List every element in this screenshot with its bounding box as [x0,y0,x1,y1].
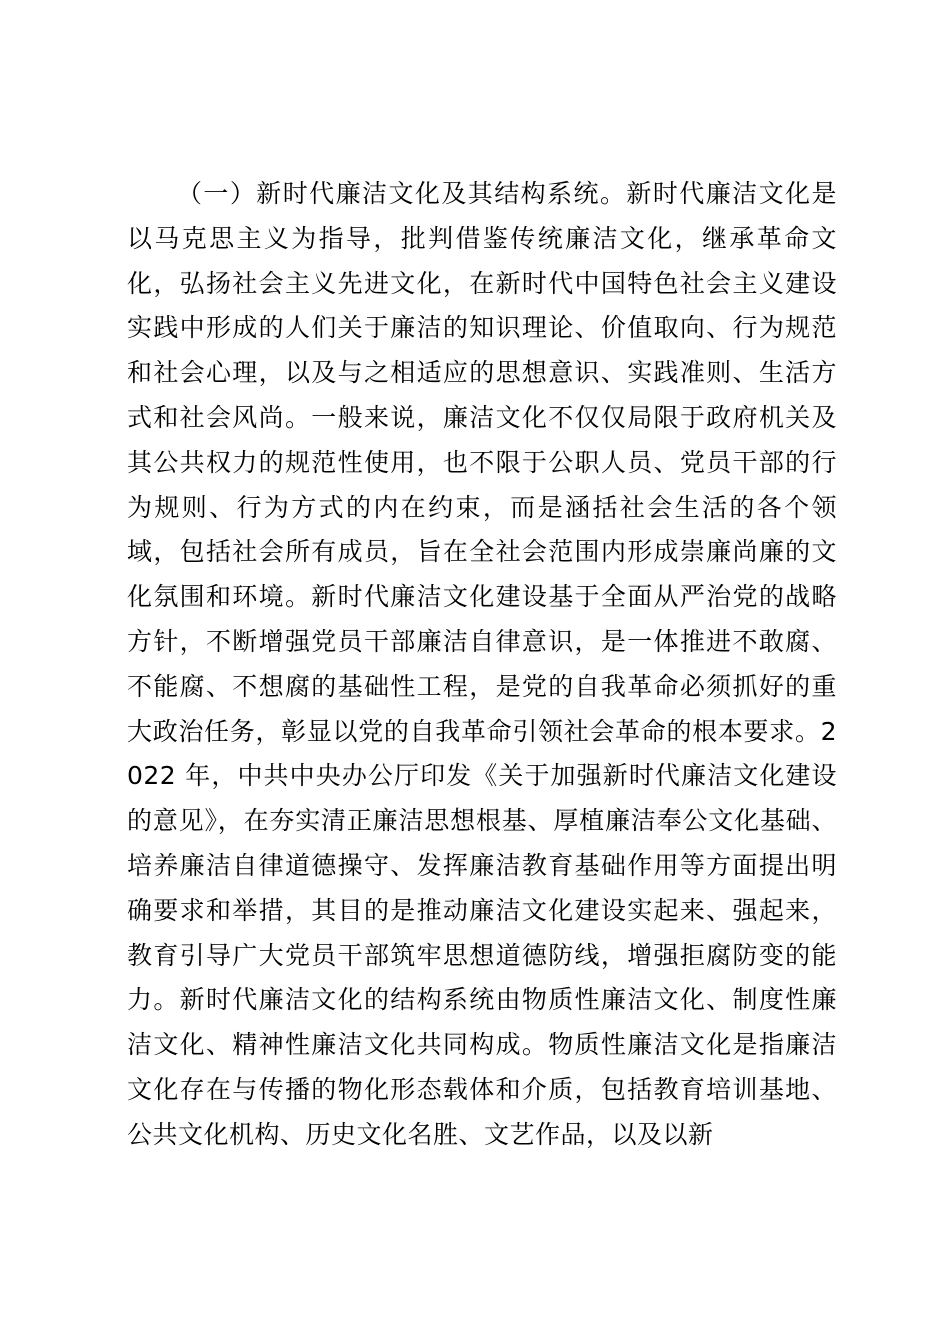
body-paragraph: （一）新时代廉洁文化及其结构系统。新时代廉洁文化是以马克思主义为指导，批判借鉴传统廉洁文化，继承革命文化，弘扬社会主义先进文化，在新时代中国特色社会主义建设实践中形成的人们关于廉洁的知识理论、价值取向、行为规范和社会心理，以及与之相适应的思想意识、实践准则、生活方式和社会风尚。一般来说，廉洁文化不仅仅局限于政府机关及其公共权力的规范性使用，也不限于公职人员、党员干部的行为规则、行为方式的内在约束，而是涵括社会生活的各个领域，包括社会所有成员，旨在全社会范围内形成崇廉尚廉的文化氛围和环境。新时代廉洁文化建设基于全面从严治党的战略方针，不断增强党员干部廉洁自律意识，是一体推进不敢腐、不能腐、不想腐的基础性工程，是党的自我革命必须抓好的重大政治任务，彰显以党的自我革命引领社会革命的根本要求。2022 年，中共中央办公厅印发《关于加强新时代廉洁文化建设的意见》，在夯实清正廉洁思想根基、厚植廉洁奉公文化基础、培养廉洁自律道德操守、发挥廉洁教育基础作用等方面提出明确要求和举措，其目的是推动廉洁文化建设实起来、强起来，教育引导广大党员干部筑牢思想道德防线，增强拒腐防变的能力。新时代廉洁文化的结构系统由物质性廉洁文化、制度性廉洁文化、精神性廉洁文化共同构成。物质性廉洁文化是指廉洁文化存在与传播的物化形态载体和介质，包括教育培训基地、公共文化机构、历史文化名胜、文艺作品，以及以新 [127,179,837,1149]
